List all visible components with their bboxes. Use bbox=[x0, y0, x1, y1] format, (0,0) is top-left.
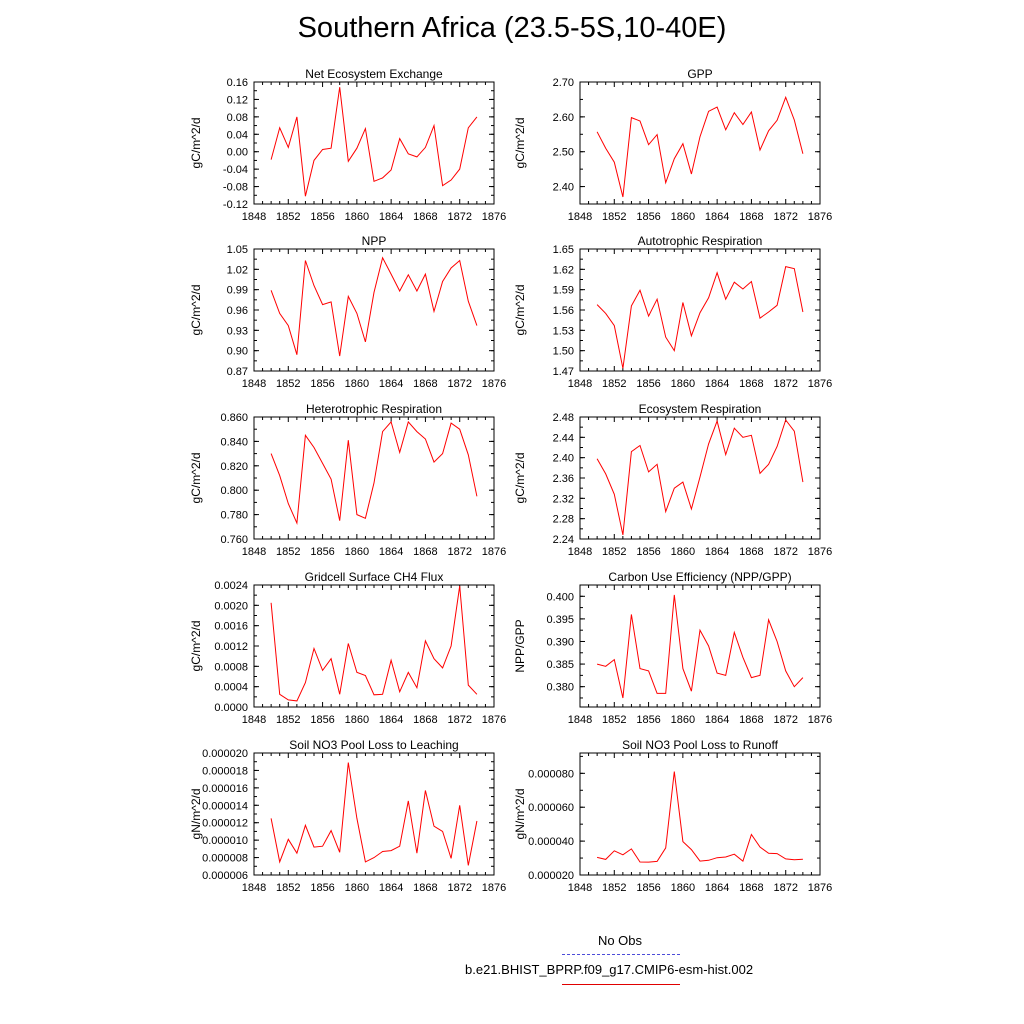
x-tick-label: 1876 bbox=[481, 211, 507, 223]
x-tick-label: 1876 bbox=[807, 211, 833, 223]
chart-title: Carbon Use Efficiency (NPP/GPP) bbox=[608, 570, 792, 584]
x-tick-label: 1864 bbox=[378, 714, 404, 726]
y-tick-label: 0.000008 bbox=[202, 852, 248, 865]
y-tick-label: 2.40 bbox=[552, 452, 574, 465]
x-tick-label: 1860 bbox=[344, 546, 370, 558]
x-tick-label: 1856 bbox=[636, 882, 661, 894]
x-tick-label: 1848 bbox=[241, 378, 267, 390]
x-tick-label: 1848 bbox=[567, 714, 593, 726]
y-axis-label: gC/m^2/d bbox=[513, 284, 527, 336]
y-tick-label: 0.93 bbox=[226, 325, 248, 338]
y-tick-label: 0.820 bbox=[220, 460, 248, 473]
x-tick-label: 1852 bbox=[276, 211, 301, 223]
x-tick-label: 1860 bbox=[344, 378, 370, 390]
y-tick-label: 0.00 bbox=[226, 146, 248, 159]
x-tick-label: 1852 bbox=[276, 378, 301, 390]
x-tick-label: 1864 bbox=[378, 211, 404, 223]
y-tick-label: 1.56 bbox=[552, 305, 574, 317]
y-tick-label: 0.000006 bbox=[202, 870, 248, 882]
x-tick-label: 1872 bbox=[773, 882, 798, 894]
x-tick-label: 1860 bbox=[344, 882, 370, 894]
x-tick-label: 1864 bbox=[704, 882, 730, 894]
x-tick-label: 1864 bbox=[378, 882, 404, 894]
x-tick-label: 1856 bbox=[310, 378, 335, 390]
y-tick-label: 2.40 bbox=[552, 181, 574, 194]
y-tick-label: 1.59 bbox=[552, 284, 574, 297]
y-tick-label: 0.390 bbox=[546, 636, 574, 649]
plot-frame bbox=[580, 753, 820, 875]
x-tick-label: 1848 bbox=[567, 546, 593, 558]
y-tick-label: 0.0004 bbox=[214, 681, 248, 694]
y-tick-label: 2.32 bbox=[552, 493, 574, 506]
x-tick-label: 1868 bbox=[739, 714, 764, 726]
y-tick-label: 0.99 bbox=[226, 284, 248, 297]
y-tick-label: 0.840 bbox=[220, 436, 248, 449]
y-tick-label: 0.90 bbox=[226, 345, 248, 358]
x-tick-label: 1872 bbox=[447, 714, 472, 726]
y-tick-label: 0.760 bbox=[220, 534, 248, 546]
y-tick-label: 1.50 bbox=[552, 345, 574, 358]
chart-title: Heterotrophic Respiration bbox=[305, 402, 443, 416]
x-tick-label: 1864 bbox=[704, 211, 730, 223]
x-tick-label: 1852 bbox=[276, 546, 301, 558]
plot-frame bbox=[254, 585, 494, 707]
y-tick-label: -0.08 bbox=[222, 181, 248, 194]
y-tick-label: 0.000020 bbox=[528, 870, 574, 882]
y-tick-label: 2.24 bbox=[552, 534, 574, 546]
x-tick-label: 1872 bbox=[773, 546, 798, 558]
y-tick-label: 2.48 bbox=[552, 412, 574, 424]
chart-title: Soil NO3 Pool Loss to Runoff bbox=[622, 738, 778, 752]
x-tick-label: 1856 bbox=[310, 714, 335, 726]
y-tick-label: 1.65 bbox=[552, 244, 574, 256]
y-tick-label: 0.0008 bbox=[214, 661, 248, 674]
series-line bbox=[597, 595, 803, 698]
x-tick-label: 1852 bbox=[602, 882, 627, 894]
chart-panel bbox=[513, 234, 832, 390]
y-tick-label: 0.000018 bbox=[202, 765, 248, 778]
x-tick-label: 1852 bbox=[276, 882, 301, 894]
y-tick-label: 2.60 bbox=[552, 111, 574, 124]
y-tick-label: 0.12 bbox=[226, 94, 248, 107]
y-tick-label: 0.0016 bbox=[214, 620, 248, 633]
x-tick-label: 1876 bbox=[807, 378, 833, 390]
x-tick-label: 1848 bbox=[241, 882, 267, 894]
y-tick-label: 1.02 bbox=[226, 264, 248, 277]
y-axis-label: gC/m^2/d bbox=[189, 452, 203, 504]
plot-frame bbox=[580, 82, 820, 204]
x-tick-label: 1852 bbox=[276, 714, 301, 726]
y-tick-label: 0.000010 bbox=[202, 835, 248, 848]
chart-panel bbox=[189, 738, 506, 894]
x-tick-label: 1856 bbox=[636, 546, 661, 558]
chart-title: Net Ecosystem Exchange bbox=[305, 67, 443, 81]
y-tick-label: 0.385 bbox=[546, 659, 574, 672]
x-tick-label: 1852 bbox=[602, 714, 627, 726]
y-tick-label: 2.28 bbox=[552, 513, 574, 526]
y-axis-label: gC/m^2/d bbox=[189, 620, 203, 672]
y-tick-label: 0.780 bbox=[220, 509, 248, 522]
x-tick-label: 1860 bbox=[670, 546, 696, 558]
x-tick-label: 1868 bbox=[739, 378, 764, 390]
y-tick-label: 0.96 bbox=[226, 305, 248, 317]
x-tick-label: 1876 bbox=[807, 714, 833, 726]
x-tick-label: 1856 bbox=[310, 882, 335, 894]
x-tick-label: 1868 bbox=[413, 714, 438, 726]
y-tick-label: 0.0000 bbox=[214, 702, 248, 714]
y-tick-label: 0.000020 bbox=[202, 748, 248, 760]
y-tick-label: 0.000014 bbox=[202, 800, 248, 813]
y-axis-label: gC/m^2/d bbox=[513, 452, 527, 504]
series-line bbox=[597, 772, 803, 863]
x-tick-label: 1876 bbox=[481, 546, 507, 558]
y-tick-label: 2.50 bbox=[552, 146, 574, 159]
x-tick-label: 1868 bbox=[739, 882, 764, 894]
x-tick-label: 1872 bbox=[447, 211, 472, 223]
y-tick-label: 0.04 bbox=[226, 129, 248, 142]
x-tick-label: 1872 bbox=[447, 882, 472, 894]
x-tick-label: 1848 bbox=[567, 882, 593, 894]
x-tick-label: 1868 bbox=[413, 546, 438, 558]
y-tick-label: 0.0024 bbox=[214, 580, 248, 592]
chart-title: NPP bbox=[361, 234, 387, 248]
x-tick-label: 1852 bbox=[602, 546, 627, 558]
x-tick-label: 1872 bbox=[773, 714, 798, 726]
series-line bbox=[271, 258, 477, 356]
series-line bbox=[271, 586, 477, 701]
y-tick-label: 0.000040 bbox=[528, 836, 574, 849]
x-tick-label: 1876 bbox=[481, 378, 507, 390]
x-tick-label: 1856 bbox=[636, 714, 661, 726]
chart-panel bbox=[513, 570, 832, 726]
y-tick-label: 0.0020 bbox=[214, 600, 248, 613]
x-tick-label: 1856 bbox=[310, 211, 335, 223]
legend-run-label: b.e21.BHIST_BPRP.f09_g17.CMIP6-esm-hist.002 bbox=[465, 962, 754, 977]
plot-frame bbox=[580, 249, 820, 371]
chart-panel bbox=[513, 738, 832, 894]
x-tick-label: 1868 bbox=[413, 378, 438, 390]
plot-frame bbox=[254, 417, 494, 539]
y-axis-label: gC/m^2/d bbox=[189, 284, 203, 336]
y-tick-label: 0.000060 bbox=[528, 802, 574, 815]
y-tick-label: 0.400 bbox=[546, 591, 574, 604]
chart-title: Gridcell Surface CH4 Flux bbox=[304, 570, 444, 584]
y-tick-label: 0.395 bbox=[546, 613, 574, 626]
y-tick-label: 0.000016 bbox=[202, 782, 248, 795]
y-axis-label: gN/m^2/d bbox=[513, 788, 527, 840]
plot-frame bbox=[580, 585, 820, 707]
y-tick-label: 0.08 bbox=[226, 111, 248, 124]
y-axis-label: gC/m^2/d bbox=[513, 117, 527, 169]
x-tick-label: 1860 bbox=[670, 714, 696, 726]
y-axis-label: gC/m^2/d bbox=[189, 117, 203, 169]
x-tick-label: 1856 bbox=[310, 546, 335, 558]
y-axis-label: gN/m^2/d bbox=[189, 788, 203, 840]
series-line bbox=[597, 97, 803, 197]
x-tick-label: 1848 bbox=[241, 211, 267, 223]
y-tick-label: 1.05 bbox=[226, 244, 248, 256]
x-tick-label: 1872 bbox=[447, 546, 472, 558]
chart-panel bbox=[189, 234, 506, 390]
x-tick-label: 1876 bbox=[481, 714, 507, 726]
plot-frame bbox=[254, 249, 494, 371]
x-tick-label: 1864 bbox=[704, 546, 730, 558]
x-tick-label: 1848 bbox=[241, 714, 267, 726]
chart-panel bbox=[513, 402, 832, 558]
x-tick-label: 1868 bbox=[739, 546, 764, 558]
x-tick-label: 1860 bbox=[344, 211, 370, 223]
y-tick-label: 0.16 bbox=[226, 77, 248, 89]
x-tick-label: 1856 bbox=[636, 211, 661, 223]
series-line bbox=[597, 420, 803, 535]
y-tick-label: -0.04 bbox=[222, 164, 248, 177]
chart-title: Ecosystem Respiration bbox=[638, 402, 762, 416]
chart-panel bbox=[189, 570, 506, 726]
x-tick-label: 1852 bbox=[602, 211, 627, 223]
x-tick-label: 1876 bbox=[481, 882, 507, 894]
y-tick-label: 0.0012 bbox=[214, 641, 248, 653]
x-tick-label: 1860 bbox=[670, 882, 696, 894]
y-tick-label: 0.860 bbox=[220, 412, 248, 424]
x-tick-label: 1872 bbox=[773, 211, 798, 223]
y-tick-label: 1.53 bbox=[552, 325, 574, 338]
y-tick-label: 2.70 bbox=[552, 77, 574, 89]
chart-panel bbox=[189, 402, 506, 558]
x-tick-label: 1864 bbox=[378, 378, 404, 390]
x-tick-label: 1848 bbox=[241, 546, 267, 558]
y-tick-label: -0.12 bbox=[222, 199, 248, 211]
y-tick-label: 0.000080 bbox=[528, 768, 574, 781]
chart-panel bbox=[513, 67, 832, 223]
legend-obs-label: No Obs bbox=[597, 933, 643, 948]
y-tick-label: 0.000012 bbox=[202, 817, 248, 830]
y-tick-label: 2.36 bbox=[552, 473, 574, 485]
x-tick-label: 1868 bbox=[413, 211, 438, 223]
chart-title: GPP bbox=[687, 67, 713, 81]
series-line bbox=[271, 422, 477, 523]
page-title: Southern Africa (23.5-5S,10-40E) bbox=[297, 12, 727, 44]
x-tick-label: 1852 bbox=[602, 378, 627, 390]
y-tick-label: 0.87 bbox=[226, 366, 248, 378]
x-tick-label: 1876 bbox=[807, 882, 833, 894]
x-tick-label: 1864 bbox=[704, 378, 730, 390]
x-tick-label: 1872 bbox=[773, 378, 798, 390]
x-tick-label: 1860 bbox=[344, 714, 370, 726]
y-tick-label: 1.62 bbox=[552, 264, 574, 277]
y-tick-label: 0.380 bbox=[546, 681, 574, 694]
chart-panel bbox=[189, 67, 506, 223]
y-tick-label: 2.44 bbox=[552, 432, 574, 445]
chart-title: Autotrophic Respiration bbox=[637, 234, 763, 248]
series-line bbox=[271, 87, 477, 196]
x-tick-label: 1868 bbox=[739, 211, 764, 223]
x-tick-label: 1868 bbox=[413, 882, 438, 894]
x-tick-label: 1872 bbox=[447, 378, 472, 390]
x-tick-label: 1848 bbox=[567, 211, 593, 223]
y-tick-label: 0.800 bbox=[220, 485, 248, 498]
series-line bbox=[271, 763, 477, 866]
x-tick-label: 1864 bbox=[704, 714, 730, 726]
chart-title: Soil NO3 Pool Loss to Leaching bbox=[289, 738, 459, 752]
y-axis-label: NPP/GPP bbox=[513, 619, 527, 673]
legend-obs-line bbox=[562, 954, 680, 955]
series-line bbox=[597, 267, 803, 369]
x-tick-label: 1876 bbox=[807, 546, 833, 558]
legend-run-line bbox=[562, 984, 680, 985]
x-tick-label: 1860 bbox=[670, 211, 696, 223]
y-tick-label: 1.47 bbox=[552, 366, 574, 378]
x-tick-label: 1856 bbox=[636, 378, 661, 390]
x-tick-label: 1864 bbox=[378, 546, 404, 558]
x-tick-label: 1860 bbox=[670, 378, 696, 390]
x-tick-label: 1848 bbox=[567, 378, 593, 390]
